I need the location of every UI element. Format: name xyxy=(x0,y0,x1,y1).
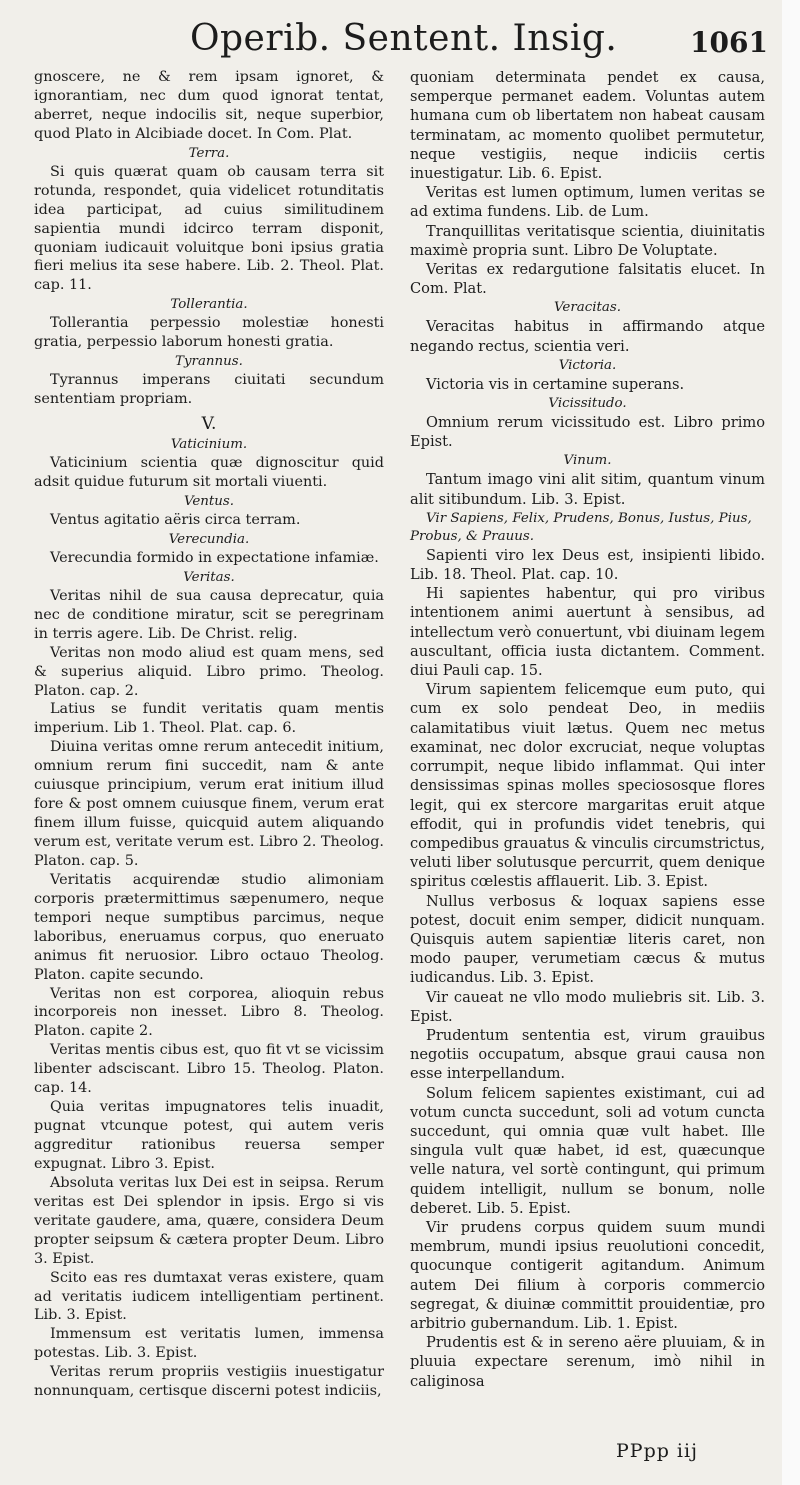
continued-paragraph: gnoscere, ne & rem ipsam ignoret, & ignorantiam, nec dum quod ignorat tentat, aberret, neque indocilis sit, neque superbior, quod Plato in Alcibiade docet. In Com. Plat. xyxy=(34,69,384,142)
signature-mark: PPpp iij xyxy=(616,1440,698,1462)
paragraph: Veritas non est corporea, alioquin rebus incorporeis non inesset. Libro 8. Theolog. Platon. capite 2. xyxy=(34,985,384,1040)
paragraph: Scito eas res dumtaxat veras existere, quam ad veritatis iudicem intelligentiam pertinent. Lib. 3. Epist. xyxy=(34,1269,384,1324)
paragraph: Veracitas habitus in affirmando atque negando rectus, scientia veri. xyxy=(410,318,765,355)
page-number: 1061 xyxy=(690,26,768,59)
paragraph: Sapienti viro lex Deus est, insipienti libido. Lib. 18. Theol. Plat. cap. 10. xyxy=(410,546,765,584)
entry-heading: Tollerantia. xyxy=(170,297,248,313)
paragraph: Verecundia formido in expectatione infamiæ. xyxy=(50,549,379,566)
paragraph: Virum sapientem felicemque eum puto, qui cum ex solo pendeat Deo, in mediis calamitatibus viuit lætus. Quem nec metus examinat, nec dolor excruciat, neque voluptas corrumpit, neque libido inflammat. Qui inter densissimas spinas molles speciososque flores legit, qui ex stercore margaritas eruit atque effodit, qui in profundis videt tenebris, qui compedibus grauatus & vinculis circumstrictus, veluti liber solutusque percurrit, quem denique spiritus cœlestis afflauerit. Lib. 3. Epist. xyxy=(410,681,765,891)
entry-heading: Veracitas. xyxy=(553,300,622,316)
paragraph: Tollerantia perpessio molestiæ honesti gratia, perpessio laborum honesti gratia. xyxy=(34,315,384,351)
entry-heading: Vicissitudo. xyxy=(548,396,627,412)
paragraph: Ventus agitatio aëris circa terram. xyxy=(50,511,301,528)
paragraph: Veritatis acquirendæ studio alimoniam corporis prætermittimus sæpenumero, neque tempori neque sumptibus parcimus, neque laboribus, eneruamus corpus, quo eneruato animus fit neruosior. Libro octauo Theolog. Platon. capite secundo. xyxy=(34,871,384,983)
paragraph: Solum felicem sapientes existimant, cui ad votum cuncta succedunt, soli ad votum cuncta succedunt, qui omnia quæ vult habet. Ille singula vult quæ habet, id est, quæcunque velle natura, vel sortè contingunt, qui primum quidem intelligit, nullum se bonum, nolle deberet. Lib. 5. Epist. xyxy=(410,1084,765,1217)
paragraph: Tranquillitas veritatisque scientia, diuinitatis maximè propria sunt. Libro De Voluptate. xyxy=(410,222,765,259)
paragraph: Vir prudens corpus quidem suum mundi membrum, mundi ipsius reuolutioni concedit, quocunque contigerit agitandum. Animum autem Dei filium à corporis commercio segregat, & diuinæ committit prouidentiæ, pro arbitrio gubernandum. Lib. 1. Epist. xyxy=(410,1218,765,1332)
paragraph: Veritas rerum propriis vestigiis inuestigatur nonnunquam, certisque discerni potest indiciis, xyxy=(34,1364,384,1400)
paragraph: Immensum est veritatis lumen, immensa potestas. Lib. 3. Epist. xyxy=(34,1326,384,1362)
entry-heading: Verecundia. xyxy=(168,531,250,547)
running-title: Operib. Sentent. Insig. xyxy=(190,18,618,59)
paragraph: Veritas mentis cibus est, quo fit vt se vicissim libenter adsciscant. Libro 15. Theolog. Platon. cap. 14. xyxy=(34,1042,384,1097)
entry-heading: Terra. xyxy=(188,145,230,161)
entry-heading: Victoria. xyxy=(558,357,617,373)
paragraph: Tantum imago vini alit sitim, quantum vinum alit sitibundum. Lib. 3. Epist. xyxy=(410,471,765,508)
entry-heading: Vir Sapiens, Felix, Prudens, Bonus, Iustus, Pius, Probus, & Prauus. xyxy=(410,510,752,544)
paragraph: Veritas non modo aliud est quam mens, sed & superius aliquid. Libro primo. Theolog. Platon. cap. 2. xyxy=(34,644,384,699)
section-letter: V. xyxy=(201,414,217,435)
paragraph: Victoria vis in certamine superans. xyxy=(426,375,685,393)
left-column xyxy=(34,68,384,1401)
paragraph: Quia veritas impugnatores telis inuadit, pugnat vtcunque potest, qui autem veris aggreditur rationibus reuersa semper expugnat. Libro 3. Epist. xyxy=(34,1099,384,1172)
page-edge xyxy=(782,0,800,1485)
paragraph: Veritas est lumen optimum, lumen veritas se ad extima fundens. Lib. de Lum. xyxy=(410,184,765,221)
paragraph: Prudentis est & in sereno aëre pluuiam, & in pluuia expectare serenum, imò nihil in caliginosa xyxy=(410,1334,765,1390)
paragraph: Veritas ex redargutione falsitatis elucet. In Com. Plat. xyxy=(410,261,765,298)
paragraph: Nullus verbosus & loquax sapiens esse potest, docuit enim semper, didicit nunquam. Quisquis autem sapientiæ literis caret, non modo pauper, verumetiam cæcus & mutus iudicandus. Lib. 3. Epist. xyxy=(410,892,765,987)
paragraph: Latius se fundit veritatis quam mentis imperium. Lib 1. Theol. Plat. cap. 6. xyxy=(34,701,384,737)
paragraph: Prudentum sententia est, virum grauibus negotiis occupatum, absque graui causa non esse interpellandum. xyxy=(410,1026,765,1083)
continued-paragraph: quoniam determinata pendet ex causa, semperque permanet eadem. Voluntas autem humana cum ob libertatem non habeat causam terminatam, ac momento quolibet permutetur, neque vestigiis, neque indiciis certis inuestigatur. Lib. 6. Epist. xyxy=(410,69,765,183)
paragraph: Hi sapientes habentur, qui pro viribus intentionem animi auertunt à sensibus, ad intellectum verò conuertunt, vbi diuinam legem auscultant, officia iusta dictantem. Comment. diui Pauli cap. 15. xyxy=(410,585,765,680)
paragraph: Vir caueat ne vllo modo muliebris sit. Lib. 3. Epist. xyxy=(410,988,765,1025)
entry-heading: Tyrannus. xyxy=(175,354,243,370)
entry-heading: Veritas. xyxy=(183,569,235,585)
entry-heading: Ventus. xyxy=(183,493,235,509)
paragraph: Veritas nihil de sua causa deprecatur, quia nec de conditione miratur, scit se peregrinam in terris agere. Lib. De Christ. relig. xyxy=(34,587,384,642)
right-column xyxy=(410,68,765,1391)
entry-heading: Vinum. xyxy=(563,453,612,469)
entry-heading: Vaticinium. xyxy=(170,437,248,453)
paragraph: Vaticinium scientia quæ dignoscitur quid adsit quidue futurum sit mortali viuenti. xyxy=(34,455,384,490)
paragraph: Omnium rerum vicissitudo est. Libro primo Epist. xyxy=(410,414,765,451)
paragraph: Si quis quærat quam ob causam terra sit rotunda, respondet, quia videlicet rotunditatis idea participat, ad cuius similitudinem sapientia mundi idcirco terram disponit, quoniam iudicauit voluitque boni ipsius gratia fieri melius ita sese habere. Lib. 2. Theol. Plat. cap. 11. xyxy=(34,163,384,294)
paragraph: Diuina veritas omne rerum antecedit initium, omnium rerum fini succedit, nam & ante cuiusque principium, verum erat initium illud fore & post omnem cuiusque finem, verum erat finem illum fuisse, quicquid autem aliquando verum est, veritate verum est. Libro 2. Theolog. Platon. cap. 5. xyxy=(34,739,384,869)
paragraph: Tyrannus imperans ciuitati secundum sententiam propriam. xyxy=(34,372,384,408)
paragraph: Absoluta veritas lux Dei est in seipsa. Rerum veritas est Dei splendor in ipsis. Ergo si vis veritate gaudere, ama, quære, considera Deum propter seipsum & cætera propter Deum. Libro 3. Epist. xyxy=(34,1174,384,1267)
